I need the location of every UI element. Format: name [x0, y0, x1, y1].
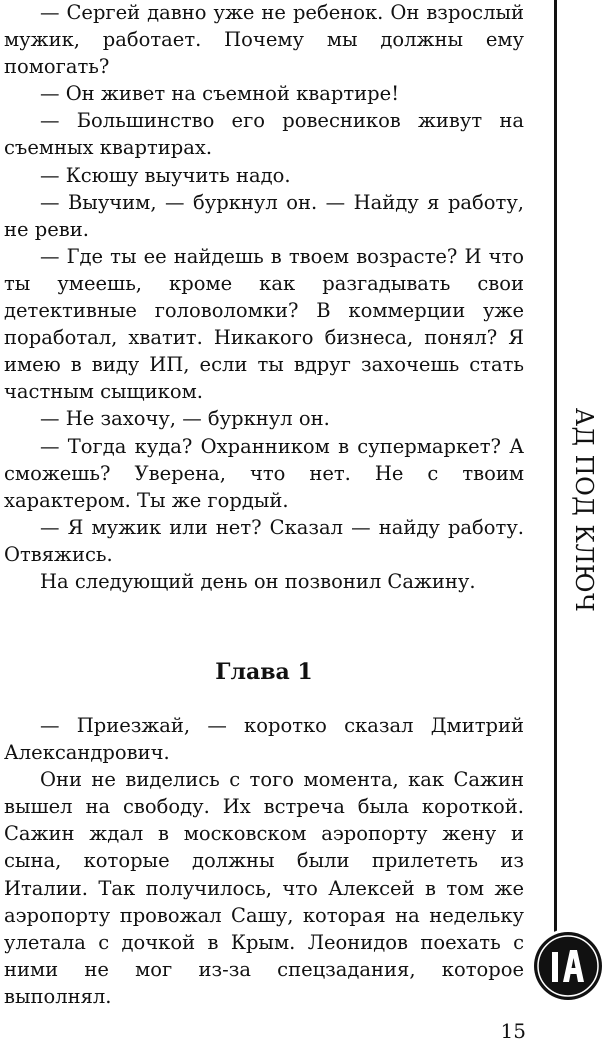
running-title: АД ПОД КЛЮЧ [570, 407, 598, 613]
paragraph: — Он живет на съемной квартире! [40, 82, 400, 106]
paragraph: — Сергей давно уже не ребенок. Он взрослый мужик, работает. Почему мы должны ему помогать? [4, 1, 524, 79]
body-text-bottom [4, 712, 524, 1010]
paragraph: — Где ты ее найдешь в твоем возрасте? И что ты умеешь, кроме как разгадывать свои детективные головоломки? В коммерции уже поработал, хватит. Никакого бизнеса, понял? Я имею в виду ИП, если ты вдруг захочешь стать частным сыщиком. [4, 244, 524, 404]
paragraph: — Не захочу, — буркнул он. [40, 407, 330, 431]
paragraph: — Тогда куда? Охранником в супермаркет? А сможешь? Уверена, что нет. Не с твоим характером. Ты же гордый. [4, 434, 524, 512]
paragraph: — Я мужик или нет? Сказал — найду работу. Отвяжись. [4, 515, 524, 566]
paragraph: — Приезжай, — коротко сказал Дмитрий Александрович. [4, 714, 524, 765]
paragraph: На следующий день он позвонил Сажину. [40, 569, 476, 593]
chapter-title: Глава 1 [215, 659, 313, 685]
body-text-top [4, 0, 524, 595]
paragraph: Они не виделись с того момента, как Сажин вышел на свободу. Их встреча была короткой. Сажин ждал в московском аэропорту жену и сына, которые должны были прилететь из Италии. Так получилось, что Алексей в том же аэропорту провожал Сашу, которая на недельку улетала с дочкой в Крым. Леонидов поехать с ними не мог из-за спецзадания, которое выполнял. [4, 768, 524, 1008]
page-number: 15 [500, 1019, 526, 1043]
paragraph: — Большинство его ровесников живут на съемных квартирах. [4, 109, 524, 160]
publisher-logo-icon [530, 928, 606, 1004]
paragraph: — Ксюшу выучить надо. [40, 163, 291, 187]
side-rule-divider [554, 0, 557, 935]
paragraph: — Выучим, — буркнул он. — Найду я работу, не реви. [4, 190, 524, 241]
